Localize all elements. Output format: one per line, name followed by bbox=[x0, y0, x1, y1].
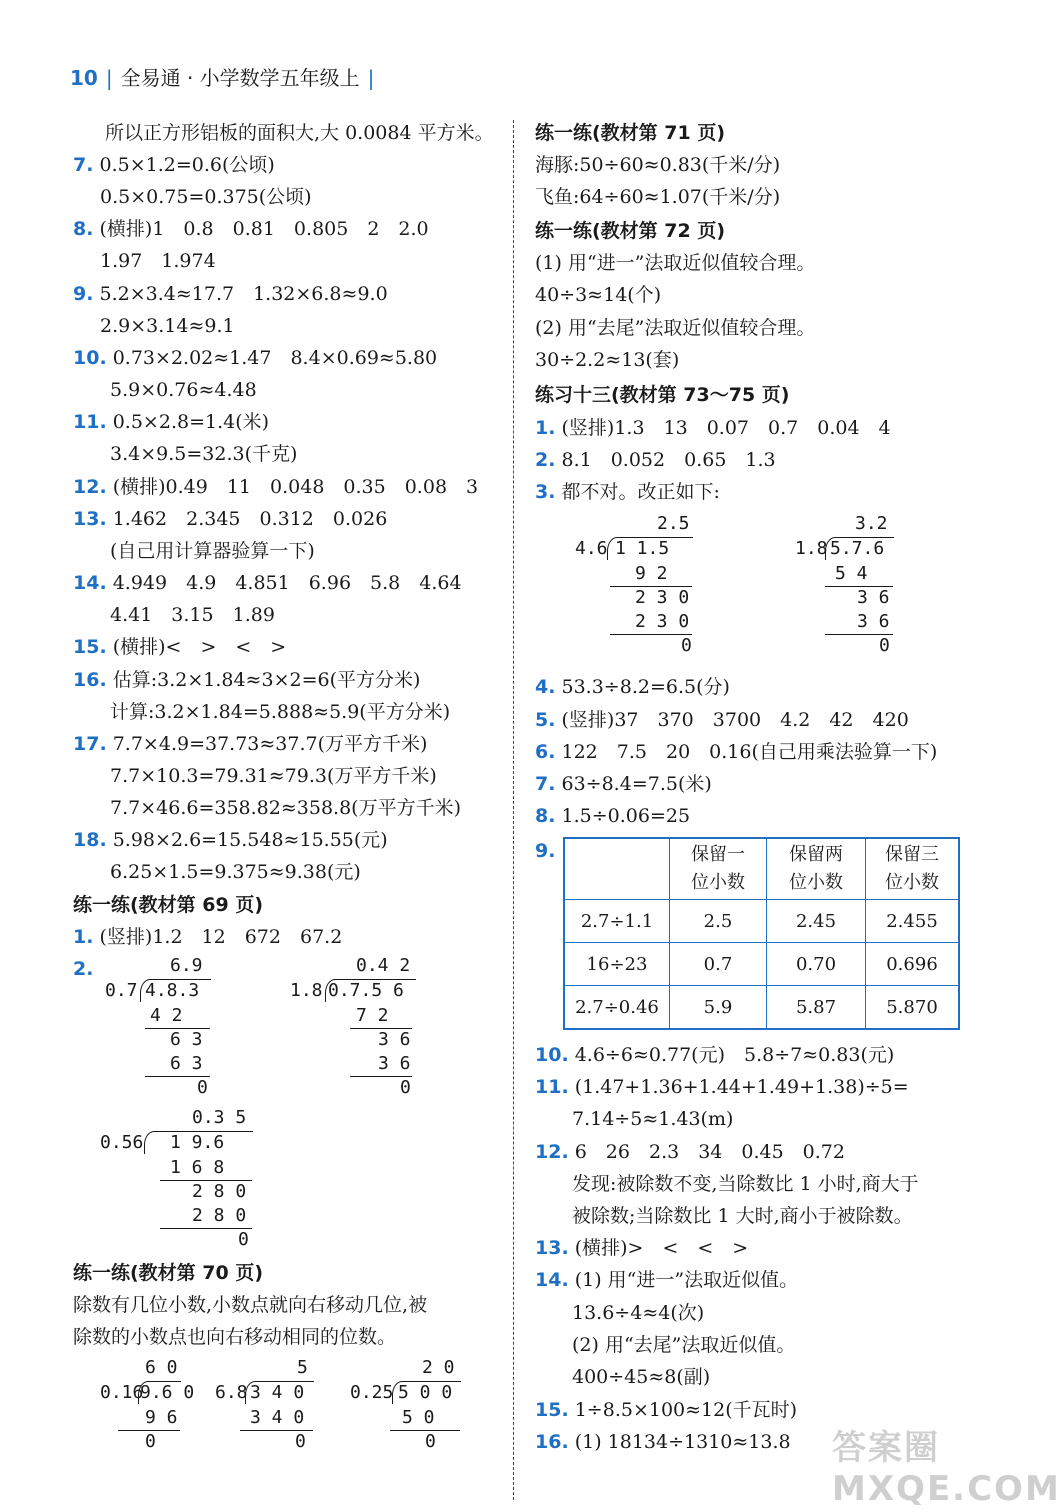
answer-item: 8. 1.5÷0.06=25 bbox=[535, 805, 691, 827]
section-title-70: 练一练(教材第 70 页) bbox=[73, 1262, 264, 1284]
answer-line: 7.7×46.6=358.82≈358.8(万平方千米) bbox=[110, 797, 461, 819]
table-header-cell bbox=[564, 838, 670, 900]
answer-line: 6.25×1.5=9.375≈9.38(元) bbox=[110, 861, 361, 883]
answer-item: 5. (竖排)37 370 3700 4.2 42 420 bbox=[535, 709, 909, 731]
answer-item: 14. (1) 用“进一”法取近似值。 bbox=[535, 1269, 799, 1291]
section-title-69: 练一练(教材第 69 页) bbox=[73, 894, 264, 916]
page-header: 10 | 全易通 · 小学数学五年级上 | bbox=[70, 66, 375, 90]
answer-item: 13. 1.462 2.345 0.312 0.026 bbox=[73, 508, 388, 530]
table-header-cell: 保留一 位小数 bbox=[670, 838, 767, 900]
answer-item: 14. 4.949 4.9 4.851 6.96 5.8 4.64 bbox=[73, 572, 462, 594]
long-division: 3.2 1.8 5.7.6 5 4 3 6 3 6 0 bbox=[795, 513, 905, 653]
table-row: 16÷23 0.7 0.70 0.696 bbox=[564, 943, 959, 986]
answer-line: (2) 用“去尾”法取近似值。 bbox=[572, 1334, 796, 1356]
answer-line: 被除数;当除数比 1 大时,商小于被除数。 bbox=[572, 1205, 913, 1227]
answer-item: 2. 8.1 0.052 0.65 1.3 bbox=[535, 449, 776, 471]
answer-item: 4. 53.3÷8.2=6.5(分) bbox=[535, 676, 730, 698]
answer-item: 16. 估算:3.2×1.84≈3×2=6(平方分米) bbox=[73, 669, 421, 691]
answer-line: 400÷45≈8(副) bbox=[572, 1366, 711, 1388]
explanation-line: 除数有几位小数,小数点就向右移动几位,被 bbox=[73, 1294, 428, 1316]
long-division: 6.9 0.7 4.8.3 4 2 6 3 6 3 0 bbox=[105, 955, 225, 1095]
answer-line: 0.5×0.75=0.375(公顷) bbox=[100, 186, 312, 208]
answer-item: 15. (横排)< > < > bbox=[73, 636, 287, 658]
column-divider bbox=[513, 120, 514, 1500]
answer-line: 3.4×9.5=32.3(千克) bbox=[110, 443, 298, 465]
answer-item: 3. 都不对。改正如下: bbox=[535, 481, 720, 503]
answer-line: 4.41 3.15 1.89 bbox=[110, 604, 275, 626]
answer-line: (1) 用“进一”法取近似值较合理。 bbox=[535, 252, 816, 274]
answer-item: 18. 5.98×2.6=15.548≈15.55(元) bbox=[73, 829, 388, 851]
answer-line: 7.14÷5≈1.43(m) bbox=[572, 1108, 734, 1130]
answer-line: 1.97 1.974 bbox=[100, 250, 216, 272]
answer-item: 7. 0.5×1.2=0.6(公顷) bbox=[73, 154, 275, 176]
answer-line: 海豚:50÷60≈0.83(千米/分) bbox=[535, 154, 781, 176]
answer-line: 发现:被除数不变,当除数比 1 小时,商大于 bbox=[572, 1173, 919, 1195]
table-header-cell: 保留两 位小数 bbox=[767, 838, 866, 900]
answer-line: 40÷3≈14(个) bbox=[535, 284, 662, 306]
answer-item-number: 2. bbox=[73, 958, 94, 980]
answer-item: 13. (横排)> < < > bbox=[535, 1237, 749, 1259]
table-row: 2.7÷0.46 5.9 5.87 5.870 bbox=[564, 986, 959, 1030]
answer-line: 计算:3.2×1.84=5.888≈5.9(平方分米) bbox=[110, 701, 451, 723]
answer-line: 30÷2.2≈13(套) bbox=[535, 349, 680, 371]
long-division: 2 0 0.25 5 0 0 5 0 0 bbox=[350, 1357, 465, 1457]
section-title-72: 练一练(教材第 72 页) bbox=[535, 220, 726, 242]
long-division: 5 6.8 3 4 0 3 4 0 0 bbox=[215, 1357, 325, 1457]
answer-item: 16. (1) 18134÷1310≈13.8 bbox=[535, 1431, 791, 1453]
answer-item-number: 9. bbox=[535, 840, 556, 862]
answer-item: 12. 6 26 2.3 34 0.45 0.72 bbox=[535, 1141, 845, 1163]
page-number: 10 bbox=[70, 66, 98, 90]
book-title: 全易通 · 小学数学五年级上 bbox=[120, 66, 360, 90]
table-header-cell: 保留三 位小数 bbox=[866, 838, 960, 900]
answer-line: (自己用计算器验算一下) bbox=[110, 540, 315, 562]
answer-line: 7.7×10.3=79.31≈79.3(万平方千米) bbox=[110, 765, 437, 787]
answer-item: 10. 0.73×2.02≈1.47 8.4×0.69≈5.80 bbox=[73, 347, 438, 369]
rounding-table bbox=[563, 837, 960, 1030]
answer-item: 1. (竖排)1.2 12 672 67.2 bbox=[73, 926, 343, 948]
answer-item: 11. (1.47+1.36+1.44+1.49+1.38)÷5= bbox=[535, 1076, 909, 1098]
answer-item: 1. (竖排)1.3 13 0.07 0.7 0.04 4 bbox=[535, 417, 891, 439]
answer-line: 飞鱼:64÷60≈1.07(千米/分) bbox=[535, 186, 781, 208]
watermark: 答案圈 MXQE.COM bbox=[832, 1428, 1061, 1509]
answer-item: 6. 122 7.5 20 0.16(自己用乘法验算一下) bbox=[535, 741, 938, 763]
answer-item: 9. 5.2×3.4≈17.7 1.32×6.8≈9.0 bbox=[73, 283, 388, 305]
table-row: 2.7÷1.1 2.5 2.45 2.455 bbox=[564, 900, 959, 943]
long-division: 0.3 5 0.56 1 9.6 1 6 8 2 8 0 2 8 0 0 bbox=[100, 1107, 260, 1252]
section-title-71: 练一练(教材第 71 页) bbox=[535, 122, 726, 144]
answer-item: 15. 1÷8.5×100≈12(千瓦时) bbox=[535, 1399, 798, 1421]
answer-line: 2.9×3.14≈9.1 bbox=[100, 315, 235, 337]
answer-item: 12. (横排)0.49 11 0.048 0.35 0.08 3 bbox=[73, 476, 479, 498]
long-division: 6 0 0.16 9.6 0 9 6 0 bbox=[100, 1357, 195, 1452]
answer-line: 13.6÷4≈4(次) bbox=[572, 1302, 705, 1324]
answer-line: (2) 用“去尾”法取近似值较合理。 bbox=[535, 317, 816, 339]
section-title-73: 练习十三(教材第 73～75 页) bbox=[535, 384, 790, 406]
long-division: 0.4 2 1.8 0.7.5 6 7 2 3 6 3 6 0 bbox=[290, 955, 430, 1095]
long-division: 2.5 4.6 1 1.5 9 2 2 3 0 2 3 0 0 bbox=[575, 513, 692, 656]
answer-item: 11. 0.5×2.8=1.4(米) bbox=[73, 411, 270, 433]
answer-item: 7. 63÷8.4=7.5(米) bbox=[535, 773, 712, 795]
answer-item: 17. 7.7×4.9=37.73≈37.7(万平方千米) bbox=[73, 733, 428, 755]
intro-line: 所以正方形铝板的面积大,大 0.0084 平方米。 bbox=[105, 122, 494, 144]
answer-item: 8. (横排)1 0.8 0.81 0.805 2 2.0 bbox=[73, 218, 429, 240]
explanation-line: 除数的小数点也向右移动相同的位数。 bbox=[73, 1326, 397, 1348]
answer-line: 5.9×0.76≈4.48 bbox=[110, 379, 257, 401]
answer-item: 10. 4.6÷6≈0.77(元) 5.8÷7≈0.83(元) bbox=[535, 1044, 895, 1066]
